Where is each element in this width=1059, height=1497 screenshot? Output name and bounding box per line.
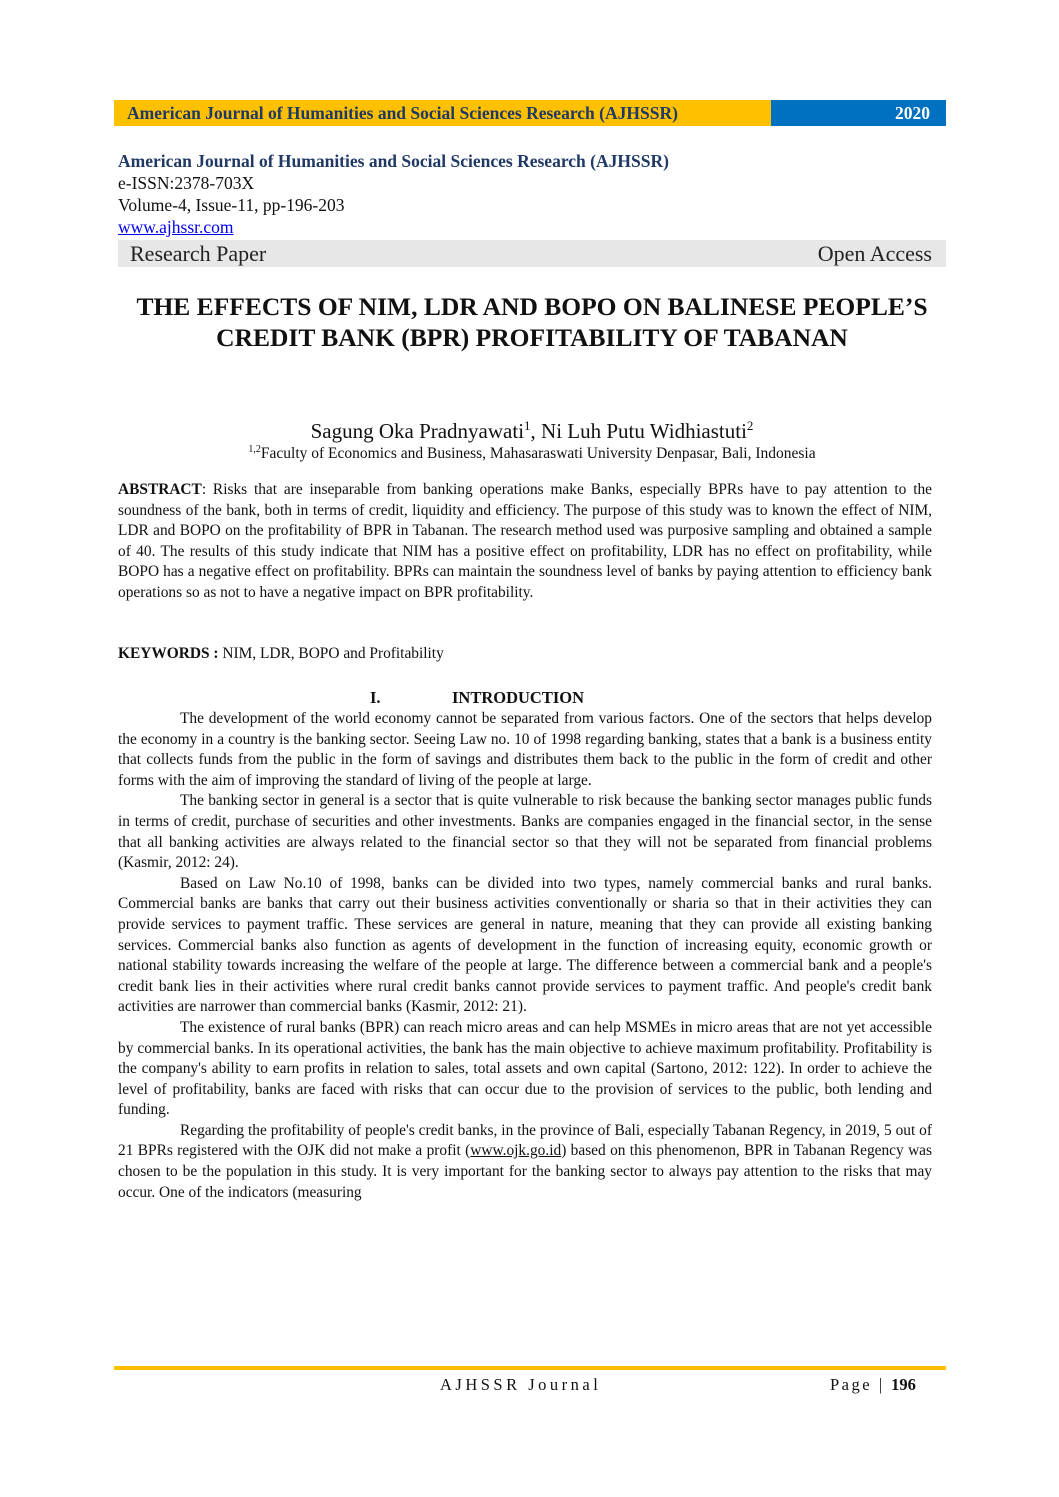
keywords-label: KEYWORDS : [118, 645, 219, 662]
footer-page [830, 1375, 916, 1395]
journal-meta [118, 150, 669, 238]
authors [118, 418, 946, 444]
author-separator: , [530, 419, 542, 443]
author-1-affil-mark: 1 [524, 418, 531, 433]
author-1: Sagung Oka Pradnyawati [310, 419, 525, 443]
footer-journal: AJHSSR Journal [440, 1375, 602, 1394]
paragraph: The existence of rural banks (BPR) can reach micro areas and can help MSMEs in micro areas that are not yet accessible by commercial banks. In its operational activities, the bank has the main objective to achieve maximum profitability. Profitability is the company's ability to earn profits in relation to sales, total assets and own capital (Sartono, 2012: 122). In order to achieve the level of profitability, banks are faced with risks that can occur due to the provision of services to the public, both lending and funding. [118, 1018, 932, 1119]
journal-title: American Journal of Humanities and Social Sciences Research (AJHSSR) [118, 151, 669, 171]
footer-page-label: Page | [830, 1375, 892, 1394]
running-header-year: 2020 [771, 100, 946, 126]
page-number: 196 [891, 1375, 916, 1394]
paper-type: Research Paper [130, 240, 267, 266]
introduction-body [118, 709, 932, 1203]
abstract-label: ABSTRACT [118, 481, 202, 498]
paragraph-text: ) based on this phenomenon, BPR in Tabanan Regency was chosen to be the population in this study. It is very important for the banking sector to always pay attention to the risks that may occur. One of the indicators (measuring [118, 1142, 932, 1201]
volume-issue: Volume-4, Issue-11, pp-196-203 [118, 195, 345, 215]
running-header [114, 100, 946, 126]
issn: e-ISSN:2378-703X [118, 173, 255, 193]
paper-type-bar [118, 240, 946, 267]
ojk-link[interactable]: www.ojk.go.id [470, 1142, 562, 1160]
affiliation [118, 444, 946, 463]
section-title: INTRODUCTION [452, 688, 585, 707]
keywords-text: NIM, LDR, BOPO and Profitability [218, 645, 444, 662]
access-type: Open Access [817, 240, 932, 266]
author-2-affil-mark: 2 [746, 418, 754, 433]
paper-title: THE EFFECTS OF NIM, LDR AND BOPO ON BALINESE PEOPLE’S CREDIT BANK (BPR) PROFITABILITY OF TABANAN [136, 292, 928, 352]
abstract [118, 480, 932, 604]
abstract-text: : Risks that are inseparable from banking operations make Banks, especially BPRs have to pay attention to the soundness of the bank, both in terms of credit, liquidity and efficiency. The purpose of this study was to known the effect of NIM, LDR and BOPO on the profitability of BPR in Tabanan. The research method used was purposive sampling and obtained a sample of 40. The results of this study indicate that NIM has a positive effect on profitability, LDR has no effect on profitability, while BOPO has a negative effect on profitability. BPRs can maintain the soundness level of banks by paying attention to efficiency bank operations so as not to have a negative impact on BPR profitability. [118, 481, 932, 601]
paragraph [118, 1121, 932, 1203]
paragraph: The banking sector in general is a sector that is quite vulnerable to risk because the banking sector manages public funds in terms of credit, purchase of securities and other investments. Banks are companies engaged in the financial sector, in the sense that all banking activities are always related to the financial sector so that they will not be separated from financial problems (Kasmir, 2012: 24). [118, 792, 932, 872]
footer-rule [114, 1366, 946, 1370]
affiliation-text: Faculty of Economics and Business, Mahasaraswati University Denpasar, Bali, Indonesia [260, 445, 816, 463]
author-2: Ni Luh Putu Widhiastuti [541, 419, 747, 443]
paragraph: The development of the world economy cannot be separated from various factors. One of the sectors that helps develop the economy in a country is the banking sector. Seeing Law no. 10 of 1998 regarding banking, states that a bank is a business entity that collects funds from the public in the form of savings and distributes them back to the public in the form of credit and other forms with the aim of improving the standard of living of the people at large. [118, 710, 932, 789]
affiliation-mark: 1,2 [248, 444, 261, 455]
running-header-journal: American Journal of Humanities and Social Sciences Research (AJHSSR) [114, 100, 771, 126]
journal-website-link[interactable]: www.ajhssr.com [118, 217, 234, 237]
section-heading [370, 688, 584, 708]
paragraph: Based on Law No.10 of 1998, banks can be divided into two types, namely commercial banks and rural banks. Commercial banks are banks that carry out their business activities conventionally or sharia so that in their activities they can provide services to payment traffic. These services are general in nature, meaning that they can provide all existing banking services. Commercial banks also function as agents of development in the function of increasing equity, economic growth or national stability towards increasing the welfare of the people at large. The difference between a commercial bank and a people's credit bank lies in their activities where rural credit banks cannot provide services to payment traffic. And people's credit bank activities are narrower than commercial banks (Kasmir, 2012: 21). [118, 874, 932, 1016]
keywords [118, 645, 444, 663]
section-number: I. [370, 688, 381, 707]
paragraph-text: Regarding the profitability of people's credit banks, in the province of Bali, especially Tabanan Regency, in 2019, 5 out of 21 BPRs registered with the OJK did not make a profit ( [118, 1121, 932, 1160]
